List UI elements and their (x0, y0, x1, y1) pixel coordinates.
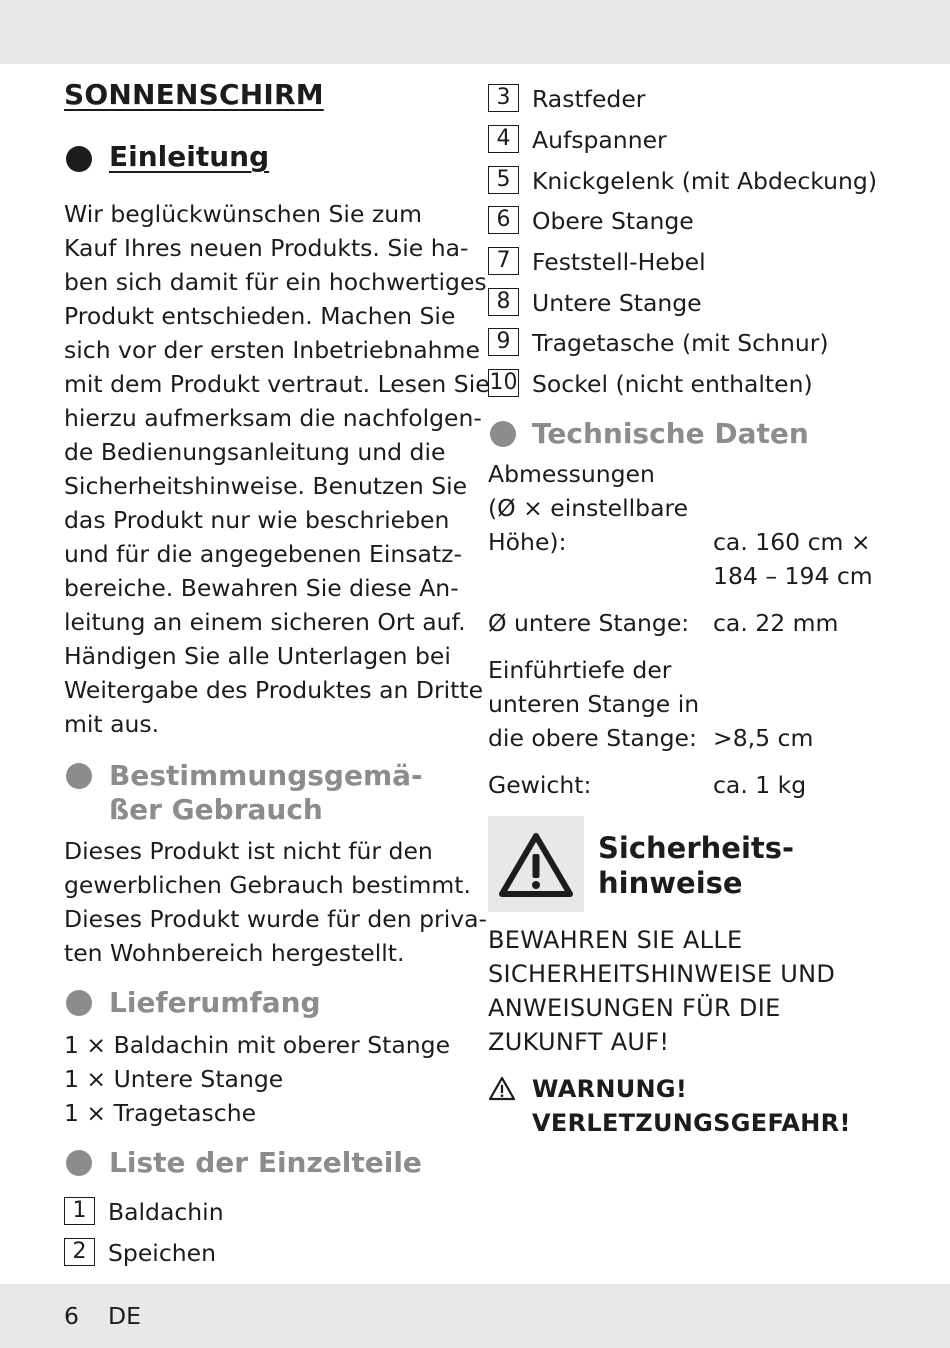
tech-insert-label-1: Einführtiefe der (488, 656, 672, 684)
part-number-box: 7 (488, 247, 519, 275)
section-bullet-icon (66, 990, 92, 1016)
tech-lower-pole-value: ca. 22 mm (713, 609, 839, 637)
part-label: Baldachin (108, 1198, 224, 1226)
part-number-box: 10 (489, 370, 518, 395)
intended-use-heading-line2: ßer Gebrauch (109, 793, 323, 826)
intro-line: Sicherheitshinweise. Benutzen Sie (64, 472, 468, 500)
page-number: 6 (64, 1302, 79, 1330)
intro-line: sich vor der ersten Inbetriebnahme (64, 336, 480, 364)
intro-line: mit aus. (64, 710, 160, 738)
warning-triangle-icon (488, 816, 584, 912)
part-number-box: 3 (488, 84, 519, 112)
intro-heading: Einleitung (109, 140, 270, 173)
warning-icon-box (488, 816, 584, 912)
part-label: Knickgelenk (mit Abdeckung) (532, 167, 878, 195)
delivery-item: 1 × Untere Stange (64, 1065, 284, 1093)
intended-use-line: ten Wohnbereich hergestellt. (64, 939, 405, 967)
part-label: Feststell-Hebel (532, 248, 706, 276)
safety-caps-line: BEWAHREN SIE ALLE (488, 926, 743, 954)
part-label: Tragetasche (mit Schnur) (532, 329, 829, 357)
intended-use-heading-line1: Bestimmungsgemä- (109, 759, 423, 792)
parts-heading: Liste der Einzelteile (109, 1146, 422, 1179)
part-label: Obere Stange (532, 207, 694, 235)
intended-use-line: Dieses Produkt ist nicht für den (64, 837, 433, 865)
safety-caps-line: ANWEISUNGEN FÜR DIE (488, 994, 781, 1022)
section-bullet-icon (66, 1150, 92, 1176)
safety-caps-line: SICHERHEITSHINWEISE UND (488, 960, 836, 988)
intro-line: Kauf Ihres neuen Produkts. Sie ha- (64, 234, 469, 262)
intro-line: Produkt entschieden. Machen Sie (64, 302, 456, 330)
part-number-box: 1 (64, 1197, 95, 1225)
intro-line: hierzu aufmerksam die nachfolgen- (64, 404, 482, 432)
safety-caps-line: ZUKUNFT AUF! (488, 1028, 670, 1056)
page-title: SONNENSCHIRM (64, 78, 324, 111)
tech-lower-pole-label: Ø untere Stange: (488, 609, 690, 637)
footer-band (0, 1284, 950, 1348)
part-label: Sockel (nicht enthalten) (532, 370, 813, 398)
part-number-box: 5 (488, 166, 519, 194)
part-number-box: 2 (64, 1238, 95, 1266)
tech-weight-label: Gewicht: (488, 771, 592, 799)
safety-title (598, 831, 794, 901)
delivery-list (64, 1028, 450, 1130)
part-label: Untere Stange (532, 289, 702, 317)
intro-line: ben sich damit für ein hochwertiges (64, 268, 487, 296)
delivery-item: 1 × Tragetasche (64, 1099, 257, 1127)
intro-line: Wir beglückwünschen Sie zum (64, 200, 423, 228)
safety-title-line1: Sicherheits- (598, 831, 795, 865)
intro-line: das Produkt nur wie beschrieben (64, 506, 450, 534)
section-bullet-icon (490, 421, 516, 447)
part-label: Aufspanner (532, 126, 667, 154)
intro-line: Weitergabe des Produktes an Dritte (64, 676, 484, 704)
intro-line: de Bedienungsanleitung und die (64, 438, 446, 466)
part-label: Rastfeder (532, 85, 646, 113)
language-code: DE (108, 1302, 141, 1330)
intended-use-heading (109, 759, 423, 827)
warning-line2: VERLETZUNGSGEFAHR! (532, 1109, 851, 1137)
intro-line: Händigen Sie alle Unterlagen bei (64, 642, 451, 670)
delivery-item: 1 × Baldachin mit oberer Stange (64, 1031, 451, 1059)
tech-dim-value-2: 184 – 194 cm (713, 562, 873, 590)
tech-dim-label-1: Abmessungen (488, 460, 655, 488)
tech-weight-value: ca. 1 kg (713, 771, 807, 799)
warning-small-icon (488, 1076, 516, 1102)
part-number-box: 4 (488, 125, 519, 153)
safety-caps-paragraph (488, 923, 835, 1059)
intended-use-line: gewerblichen Gebrauch bestimmt. (64, 871, 471, 899)
safety-title-line2: hinweise (598, 866, 743, 900)
tech-insert-label-2: unteren Stange in (488, 690, 700, 718)
section-bullet-icon (66, 763, 92, 789)
tech-insert-label-3: die obere Stange: (488, 724, 697, 752)
part-label: Speichen (108, 1239, 216, 1267)
delivery-heading: Lieferumfang (109, 986, 321, 1019)
warning-line1: WARNUNG! (532, 1075, 688, 1103)
intro-line: leitung an einem sicheren Ort auf. (64, 608, 466, 636)
intended-use-line: Dieses Produkt wurde für den priva- (64, 905, 488, 933)
tech-dim-value-1: ca. 160 cm × (713, 528, 871, 556)
intro-line: und für die angegebenen Einsatz- (64, 540, 462, 568)
intended-use-paragraph (64, 834, 487, 970)
intro-paragraph (64, 197, 490, 741)
tech-dim-label-3: Höhe): (488, 528, 567, 556)
tech-insert-value: >8,5 cm (713, 724, 814, 752)
part-number-box: 8 (488, 288, 519, 316)
tech-heading: Technische Daten (532, 417, 809, 450)
intro-line: bereiche. Bewahren Sie diese An- (64, 574, 459, 602)
tech-dim-label-2: (Ø × einstellbare (488, 494, 689, 522)
header-band (0, 0, 950, 64)
intro-line: mit dem Produkt vertraut. Lesen Sie (64, 370, 490, 398)
warning-text (532, 1072, 851, 1140)
section-bullet-icon (66, 146, 92, 172)
part-number-box: 9 (488, 328, 519, 356)
part-number-box: 6 (488, 206, 519, 234)
